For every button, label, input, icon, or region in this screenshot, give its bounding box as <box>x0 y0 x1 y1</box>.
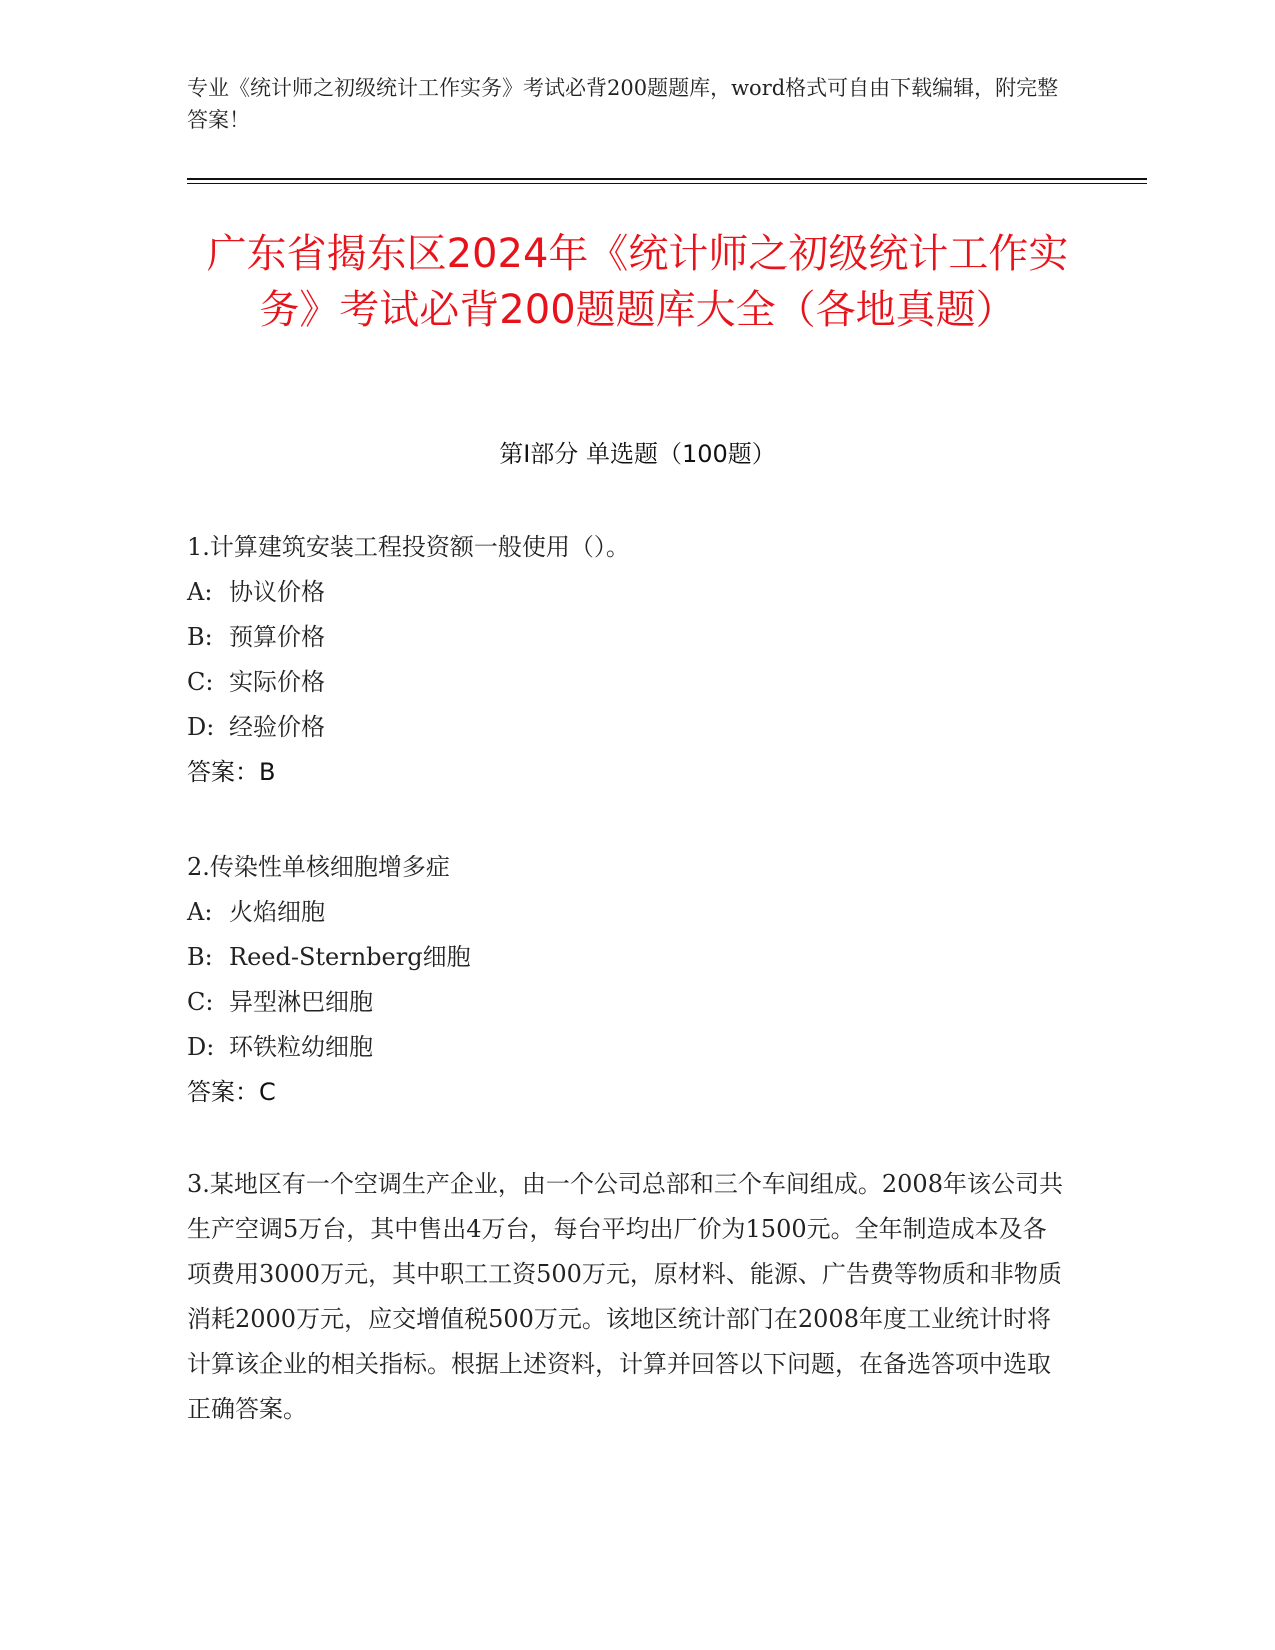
answer-line: 答案：C <box>187 1078 276 1106</box>
option-label: D: <box>187 1033 215 1061</box>
option-text: 环铁粒幼细胞 <box>229 1033 373 1061</box>
document-title: 广东省揭东区2024年《统计师之初级统计工作实务》考试必背200题题库大全（各地真题） <box>206 231 1069 333</box>
option-text: 火焰细胞 <box>229 898 325 926</box>
option-label: A: <box>187 898 213 926</box>
question-3 <box>187 1162 1067 1432</box>
option-text: 经验价格 <box>229 713 325 741</box>
section-heading: 第Ⅰ部分 单选题（100题） <box>499 440 776 468</box>
option-b <box>187 615 1067 660</box>
header-divider-thin <box>187 183 1147 184</box>
question-stem: 1.计算建筑安装工程投资额一般使用（）。 <box>187 533 630 561</box>
option-d <box>187 1025 1067 1070</box>
option-text: 协议价格 <box>229 578 325 606</box>
option-a <box>187 890 1067 935</box>
option-label: B: <box>187 623 213 651</box>
answer-line: 答案：B <box>187 758 276 786</box>
option-text: 预算价格 <box>229 623 325 651</box>
header-note: 专业《统计师之初级统计工作实务》考试必背200题题库，word格式可自由下载编辑，附完整答案！ <box>187 76 1059 132</box>
option-a <box>187 570 1067 615</box>
header-divider-thick <box>187 178 1147 180</box>
question-2 <box>187 845 1067 1115</box>
option-d <box>187 705 1067 750</box>
option-label: B: <box>187 943 213 971</box>
option-label: A: <box>187 578 213 606</box>
option-text: Reed-Sternberg细胞 <box>229 943 471 971</box>
option-label: C: <box>187 668 214 696</box>
question-stem: 3.某地区有一个空调生产企业，由一个公司总部和三个车间组成。2008年该公司共生产空调5万台，其中售出4万台，每台平均出厂价为1500元。全年制造成本及各项费用3000万元，其中职工工资500万元，原材料、能源、广告费等物质和非物质消耗2000万元，应交增值税500万元。该地区统计部门在2008年度工业统计时将计算该企业的相关指标。根据上述资料，计算并回答以下问题，在备选答项中选取正确答案。 <box>187 1170 1063 1423</box>
option-text: 异型淋巴细胞 <box>229 988 373 1016</box>
option-c <box>187 660 1067 705</box>
option-b <box>187 935 1067 980</box>
question-1 <box>187 525 1067 795</box>
option-label: C: <box>187 988 214 1016</box>
option-text: 实际价格 <box>229 668 325 696</box>
option-label: D: <box>187 713 215 741</box>
question-stem: 2.传染性单核细胞增多症 <box>187 853 450 881</box>
option-c <box>187 980 1067 1025</box>
